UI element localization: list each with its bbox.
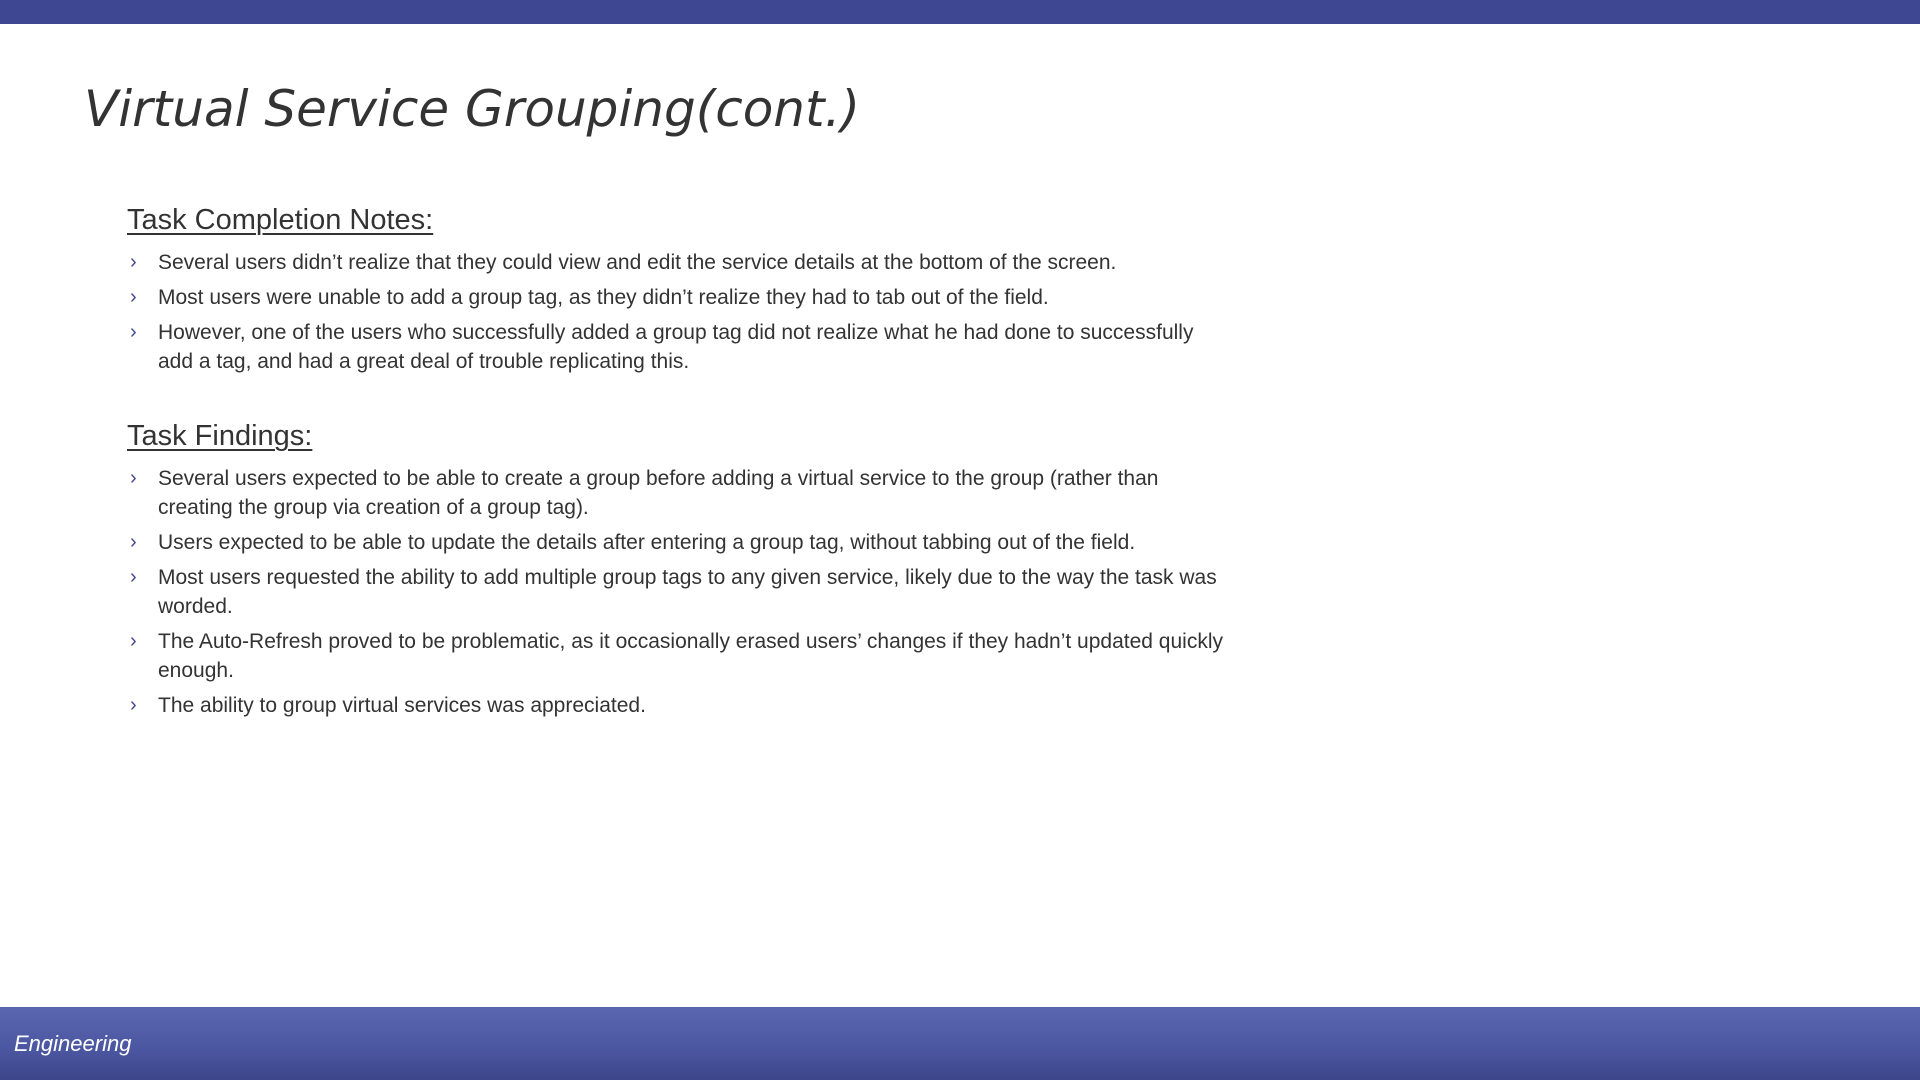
chevron-right-icon: › [130,694,137,716]
bullet-text: Most users were unable to add a group tag, as they didn’t realize they had to tab out of the field. [158,286,1049,309]
chevron-right-icon: › [130,467,137,489]
footer-bar [0,1007,1920,1080]
bullet-text: However, one of the users who successfully added a group tag did not realize what he had done to successfully add a tag, and had a great deal of trouble replicating this. [158,321,1194,373]
top-accent-bar [0,0,1920,24]
chevron-right-icon: › [130,321,137,343]
bullet-text: Several users didn’t realize that they could view and edit the service details at the bottom of the screen. [158,251,1117,274]
bullet-list [127,464,1227,720]
section-task-completion-notes [127,196,1227,376]
bullet-text: The Auto-Refresh proved to be problematic, as it occasionally erased users’ changes if they hadn’t updated quickly enough. [158,630,1223,682]
footer-label: Engineering [14,1031,132,1056]
bullet-item [127,691,1227,720]
bullet-list [127,248,1227,376]
bullet-item [127,563,1227,621]
bullet-item [127,627,1227,685]
section-heading: Task Findings: [127,420,313,452]
section-task-findings [127,412,1227,720]
bullet-item [127,464,1227,522]
chevron-right-icon: › [130,566,137,588]
section-heading: Task Completion Notes: [127,204,434,236]
bullet-text: The ability to group virtual services was appreciated. [158,694,646,717]
bullet-item [127,528,1227,557]
chevron-right-icon: › [130,630,137,652]
slide-title: Virtual Service Grouping(cont.) [84,80,860,138]
bullet-text: Several users expected to be able to create a group before adding a virtual service to the group (rather than creating the group via creation of a group tag). [158,467,1159,519]
chevron-right-icon: › [130,286,137,308]
bullet-item [127,248,1227,277]
bullet-item [127,283,1227,312]
bullet-text: Users expected to be able to update the details after entering a group tag, without tabbing out of the field. [158,531,1136,554]
chevron-right-icon: › [130,251,137,273]
bullet-item [127,318,1227,376]
bullet-text: Most users requested the ability to add multiple group tags to any given service, likely due to the way the task was worded. [158,566,1217,618]
chevron-right-icon: › [130,531,137,553]
slide-content [127,196,1227,726]
